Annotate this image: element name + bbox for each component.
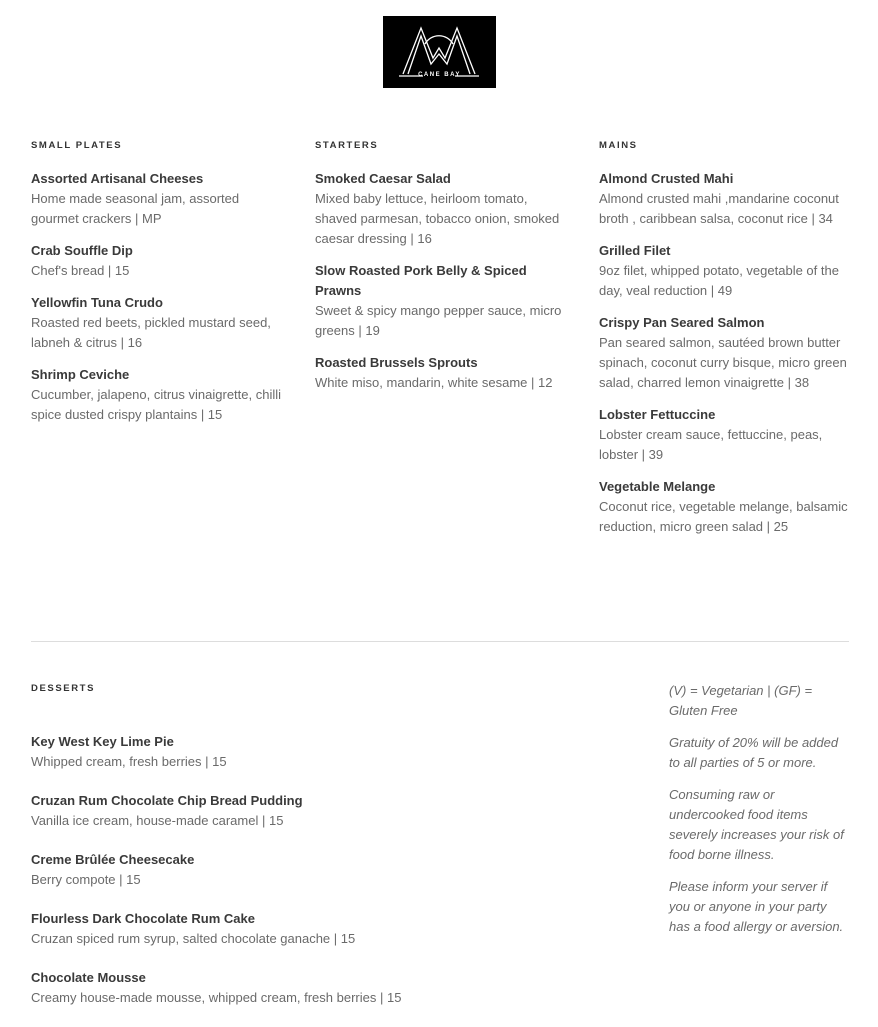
item-name: Cruzan Rum Chocolate Chip Bread Pudding: [31, 793, 303, 808]
item-description: Lobster cream sauce, fettuccine, peas, lobster | 39: [599, 427, 823, 462]
section-divider: [31, 641, 849, 642]
menu-item: [599, 313, 849, 393]
cane-bay-logo[interactable]: [383, 16, 496, 88]
menu-column-starters: [315, 140, 565, 405]
item-name: Key West Key Lime Pie: [31, 734, 174, 749]
menu-item: [31, 293, 281, 353]
section-title: STARTERS: [315, 140, 379, 151]
menu-item: [31, 968, 591, 1008]
menu-item: [31, 365, 281, 425]
section-title: DESSERTS: [31, 683, 96, 694]
menu-column-small-plates: [31, 140, 281, 437]
item-description: White miso, mandarin, white sesame | 12: [315, 375, 553, 390]
item-description: Mixed baby lettuce, heirloom tomato, shaved parmesan, tobacco onion, smoked caesar dressing | 16: [315, 191, 560, 246]
item-name: Shrimp Ceviche: [31, 367, 130, 382]
desserts-section: [31, 683, 591, 1027]
menu-item: [31, 169, 281, 229]
item-name: Roasted Brussels Sprouts: [315, 355, 478, 370]
menu-item: [31, 241, 281, 281]
item-description: Vanilla ice cream, house-made caramel | 15: [31, 813, 284, 828]
note-text: Gratuity of 20% will be added to all parties of 5 or more.: [669, 735, 839, 770]
item-name: Assorted Artisanal Cheeses: [31, 171, 204, 186]
note-text: Consuming raw or undercooked food items severely increases your risk of food borne illness.: [669, 787, 844, 862]
item-name: Yellowfin Tuna Crudo: [31, 295, 163, 310]
item-description: 9oz filet, whipped potato, vegetable of the day, veal reduction | 49: [599, 263, 839, 298]
logo-text: CANE BAY: [418, 72, 461, 78]
menu-item: [315, 169, 565, 249]
menu-item: [315, 353, 565, 393]
menu-item: [31, 909, 591, 949]
menu-item: [31, 732, 591, 772]
item-description: Whipped cream, fresh berries | 15: [31, 754, 227, 769]
item-description: Cruzan spiced rum syrup, salted chocolate ganache | 15: [31, 931, 356, 946]
item-name: Grilled Filet: [599, 243, 671, 258]
item-description: Home made seasonal jam, assorted gourmet crackers | MP: [31, 191, 240, 226]
item-description: Creamy house-made mousse, whipped cream, fresh berries | 15: [31, 990, 402, 1005]
item-name: Creme Brûlée Cheesecake: [31, 852, 195, 867]
item-name: Smoked Caesar Salad: [315, 171, 451, 186]
menu-item: [315, 261, 565, 341]
item-description: Berry compote | 15: [31, 872, 141, 887]
item-name: Vegetable Melange: [599, 479, 716, 494]
item-name: Chocolate Mousse: [31, 970, 146, 985]
item-description: Cucumber, jalapeno, citrus vinaigrette, chilli spice dusted crispy plantains | 15: [31, 387, 282, 422]
note-text: Please inform your server if you or anyone in your party has a food allergy or aversion.: [669, 879, 844, 934]
item-description: Coconut rice, vegetable melange, balsamic reduction, micro green salad | 25: [599, 499, 848, 534]
section-title: SMALL PLATES: [31, 140, 123, 151]
item-name: Slow Roasted Pork Belly & Spiced Prawns: [315, 263, 527, 298]
item-description: Almond crusted mahi ,mandarine coconut broth , caribbean salsa, coconut rice | 34: [599, 191, 839, 226]
item-name: Flourless Dark Chocolate Rum Cake: [31, 911, 255, 926]
menu-item: [31, 850, 591, 890]
menu-item: [599, 477, 849, 537]
note-text: (V) = Vegetarian | (GF) = Gluten Free: [669, 683, 813, 718]
item-description: Sweet & spicy mango pepper sauce, micro greens | 19: [315, 303, 562, 338]
menu-item: [599, 241, 849, 301]
menu-item: [31, 791, 591, 831]
item-name: Crispy Pan Seared Salmon: [599, 315, 765, 330]
item-name: Crab Souffle Dip: [31, 243, 133, 258]
item-description: Chef's bread | 15: [31, 263, 130, 278]
item-name: Almond Crusted Mahi: [599, 171, 734, 186]
menu-column-mains: [599, 140, 849, 549]
item-description: Pan seared salmon, sautéed brown butter spinach, coconut curry bisque, micro green salad, charred lemon vinaigrette | 38: [599, 335, 847, 390]
item-name: Lobster Fettuccine: [599, 407, 716, 422]
menu-item: [599, 169, 849, 229]
menu-notes: [669, 681, 849, 949]
item-description: Roasted red beets, pickled mustard seed, labneh & citrus | 16: [31, 315, 271, 350]
menu-item: [599, 405, 849, 465]
section-title: MAINS: [599, 140, 638, 151]
